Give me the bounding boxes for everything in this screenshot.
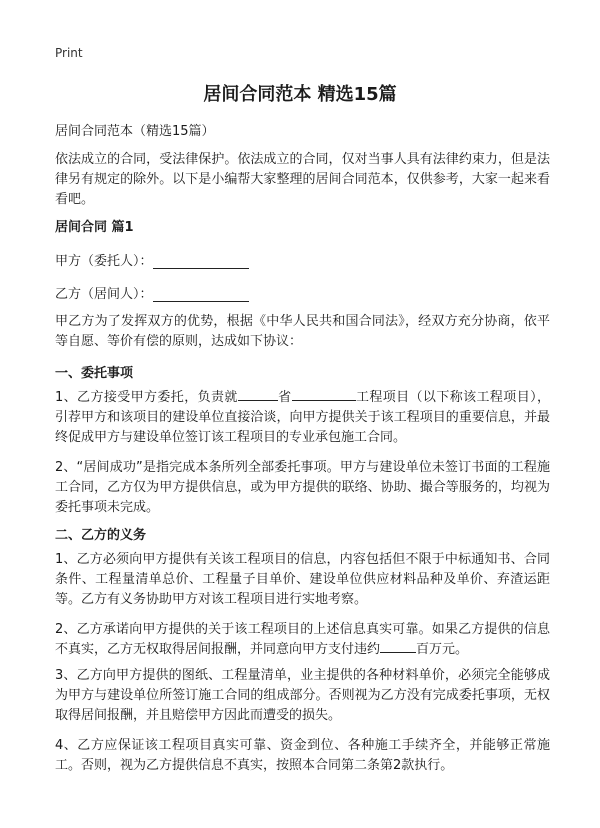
document-title: 居间合同范本 精选15篇: [203, 84, 397, 105]
party-b-blank: [153, 287, 249, 302]
print-label[interactable]: Print: [55, 46, 83, 60]
section1-item2: 2、“居间成功”是指完成本条所列全部委托事项。甲方与建设单位未签订书面的工程施工合同，乙方仅为甲方提供信息，或为甲方提供的联络、协助、撮合等服务的，均视为委托事项未完成。: [55, 460, 550, 515]
section2-item4: 4、乙方应保证该工程项目真实可靠、资金到位、各种施工手续齐全，并能够正常施工。否则，视为乙方提供信息不真实，按照本合同第二条第2款执行。: [55, 738, 550, 773]
contract-heading: 居间合同 篇1: [55, 220, 134, 235]
penalty-blank: [380, 640, 416, 653]
intro-paragraph: 依法成立的合同，受法律保护。依法成立的合同，仅对当事人具有法律约束力，但是法律另有规定的除外。以下是小编帮大家整理的居间合同范本，仅供参考，大家一起来看看吧。: [55, 152, 550, 207]
party-a-field: [55, 250, 249, 269]
section2-item1: 1、乙方必须向甲方提供有关该工程项目的信息，内容包括但不限于中标通知书、合同条件、工程量清单总价、工程量子目单价、建设单位供应材料品种及单价、弃渣运距等。乙方有义务协助甲方对该工程项目进行实地考察。: [55, 552, 550, 607]
section2-item3: 3、乙方向甲方提供的图纸、工程量清单，业主提供的各种材料单价，必须完全能够成为甲方与建设单位所签订施工合同的组成部分。否则视为乙方没有完成委托事项，无权取得居间报酬，并且赔偿甲方因此而遭受的损失。: [55, 668, 550, 723]
party-b-field: [55, 283, 249, 302]
section2-heading: 二、乙方的义务: [55, 528, 147, 543]
s2-item2-text-a: 2、乙方承诺向甲方提供的关于该工程项目的上述信息真实可靠。如果乙方提供的信息不真实，乙方无权取得居间报酬，并同意向甲方支付违约: [55, 622, 550, 657]
s1-item1-text-a: 1、乙方接受甲方委托，负责就: [55, 390, 238, 405]
section1-heading: 一、委托事项: [55, 366, 134, 381]
agreement-paragraph: 甲乙方为了发挥双方的优势，根据《中华人民共和国合同法》，经双方充分协商，依平等自愿、等价有偿的原则，达成如下协议：: [55, 314, 550, 349]
s1-item1-text-b: 省: [277, 390, 292, 405]
section2-item2: [55, 620, 550, 660]
project-blank: [292, 388, 356, 401]
province-blank: [238, 388, 278, 401]
document-subtitle: 居间合同范本（精选15篇）: [55, 124, 215, 139]
party-b-label: 乙方（居间人）：: [55, 287, 153, 302]
party-a-blank: [153, 254, 249, 269]
party-a-label: 甲方（委托人）：: [55, 254, 153, 269]
section1-item1: [55, 388, 550, 448]
s1-item1-text-c: 工程项目（以下称该工程项目），引荐甲方和该项目的建设单位直接洽谈，向甲方提供关于该工程项目的重要信息，并最终促成甲方与建设单位签订该工程项目的专业承包施工合同。: [55, 390, 550, 445]
s2-item2-text-b: 百万元。: [416, 642, 469, 657]
